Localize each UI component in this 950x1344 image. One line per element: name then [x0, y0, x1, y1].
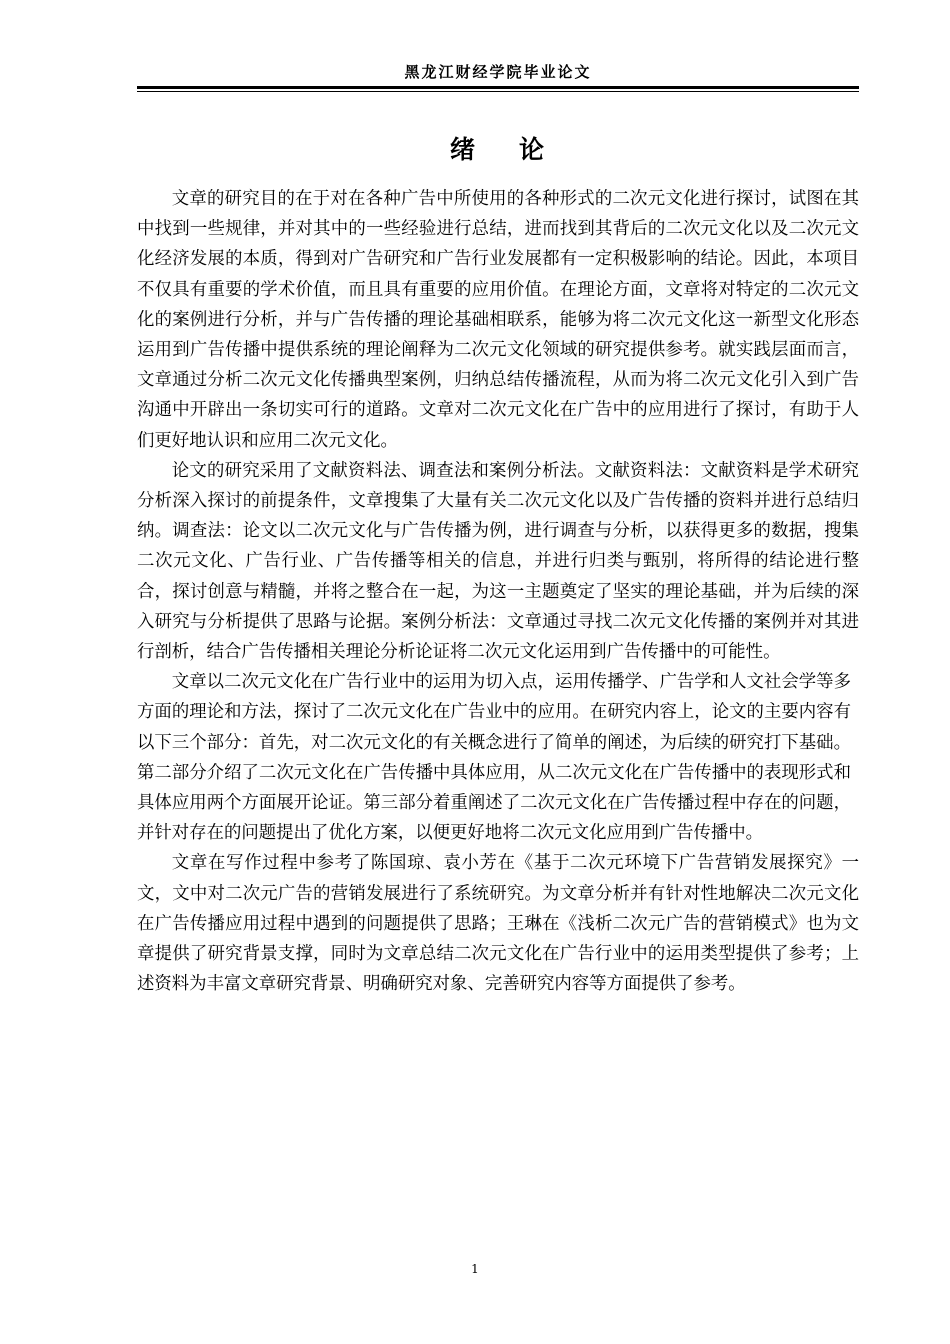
page-number: 1	[471, 1262, 479, 1276]
section-heading-char-1: 绪	[449, 135, 477, 164]
page-header	[137, 62, 859, 92]
section-heading	[137, 132, 859, 168]
paragraph-1: 文章的研究目的在于对在各种广告中所使用的各种形式的二次元文化进行探讨，试图在其中找到一些规律，并对其中的一些经验进行总结，进而找到其背后的二次元文化以及二次元文化经济发展的本质，得到对广告研究和广告行业发展都有一定积极影响的结论。因此，本项目不仅具有重要的学术价值，而且具有重要的应用价值。在理论方面，文章将对特定的二次元文化的案例进行分析，并与广告传播的理论基础相联系，能够为将二次元文化这一新型文化形态运用到广告传播中提供系统的理论阐释为二次元文化领域的研究提供参考。就实践层面而言，文章通过分析二次元文化传播典型案例，归纳总结传播流程，从而为将二次元文化引入到广告沟通中开辟出一条切实可行的道路。文章对二次元文化在广告中的应用进行了探讨，有助于人们更好地认识和应用二次元文化。	[137, 189, 859, 451]
header-title: 黑龙江财经学院毕业论文	[404, 63, 592, 81]
header-rule-thin	[137, 91, 859, 92]
section-heading-char-2: 论	[519, 135, 547, 164]
paragraph-4: 文章在写作过程中参考了陈国琼、袁小芳在《基于二次元环境下广告营销发展探究》一文，文中对二次元广告的营销发展进行了系统研究。为文章分析并有针对性地解决二次元文化在广告传播应用过程中遇到的问题提供了思路；王琳在《浅析二次元广告的营销模式》也为文章提供了研究背景支撑，同时为文章总结二次元文化在广告行业中的运用类型提供了参考；上述资料为丰富文章研究背景、明确研究对象、完善研究内容等方面提供了参考。	[137, 853, 859, 995]
header-rule-thick	[137, 86, 859, 89]
paragraph-2: 论文的研究采用了文献资料法、调查法和案例分析法。文献资料法：文献资料是学术研究分析深入探讨的前提条件，文章搜集了大量有关二次元文化以及广告传播的资料并进行总结归纳。调查法：论文以二次元文化与广告传播为例，进行调查与分析，以获得更多的数据，搜集二次元文化、广告行业、广告传播等相关的信息，并进行归类与甄别，将所得的结论进行整合，探讨创意与精髓，并将之整合在一起，为这一主题奠定了坚实的理论基础，并为后续的深入研究与分析提供了思路与论据。案例分析法：文章通过寻找二次元文化传播的案例并对其进行剖析，结合广告传播相关理论分析论证将二次元文化运用到广告传播中的可能性。	[137, 460, 859, 663]
body-text	[137, 184, 859, 999]
paragraph-3: 文章以二次元文化在广告行业中的运用为切入点，运用传播学、广告学和人文社会学等多方面的理论和方法，探讨了二次元文化在广告业中的应用。在研究内容上，论文的主要内容有以下三个部分：首先，对二次元文化的有关概念进行了简单的阐述，为后续的研究打下基础。第二部分介绍了二次元文化在广告传播中具体应用，从二次元文化在广告传播中的表现形式和具体应用两个方面展开论证。第三部分着重阐述了二次元文化在广告传播过程中存在的问题，并针对存在的问题提出了优化方案，以便更好地将二次元文化应用到广告传播中。	[137, 672, 851, 844]
